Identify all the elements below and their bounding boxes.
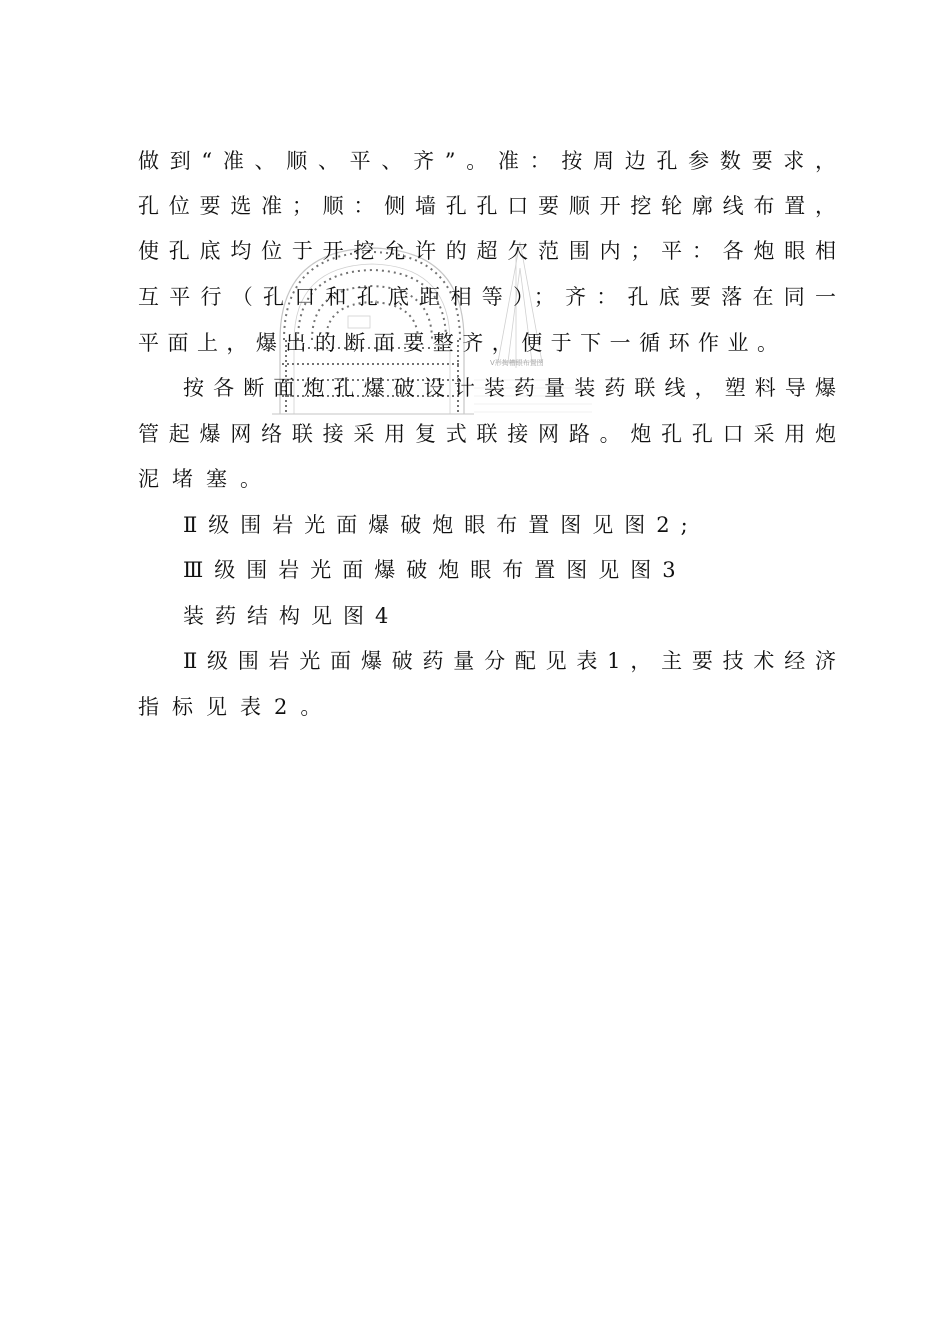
paragraph-2-line-3: 泥堵塞。 <box>138 467 274 491</box>
paragraph-1-line-3: 使孔底均位于开挖允许的超欠范围内；平：各炮眼相 <box>138 239 836 263</box>
paragraph-1-line-5: 平面上，爆出的断面要整齐，便于下一循环作业。 <box>138 331 778 355</box>
table-reference-line-1: Ⅱ级围岩光面爆破药量分配见表1，主要技术经济 <box>183 649 836 673</box>
table-reference-line-2: 指标见表2。 <box>138 695 335 719</box>
paragraph-1-line-1: 做到“准、顺、平、齐”。准：按周边孔参数要求， <box>138 149 836 173</box>
figure-2-reference: Ⅱ级围岩光面爆破炮眼布置图见图2; <box>183 513 699 537</box>
figure-4-reference: 装药结构见图4 <box>183 604 400 628</box>
paragraph-2-line-1: 按各断面炮孔爆破设计装药量装药联线，塑料导爆 <box>183 376 836 400</box>
paragraph-1-line-2: 孔位要选准；顺：侧墙孔孔口要顺开挖轮廓线布置， <box>138 194 836 218</box>
paragraph-2-line-2: 管起爆网络联接采用复式联接网路。炮孔孔口采用炮 <box>138 422 836 446</box>
watermark-caption: V形掏槽眼布置图 <box>490 359 544 367</box>
paragraph-1-line-4: 互平行（孔口和孔底距相等）；齐：孔底要落在同一 <box>138 285 836 309</box>
figure-3-reference: Ⅲ级围岩光面爆破炮眼布置图见图3 <box>183 558 687 582</box>
